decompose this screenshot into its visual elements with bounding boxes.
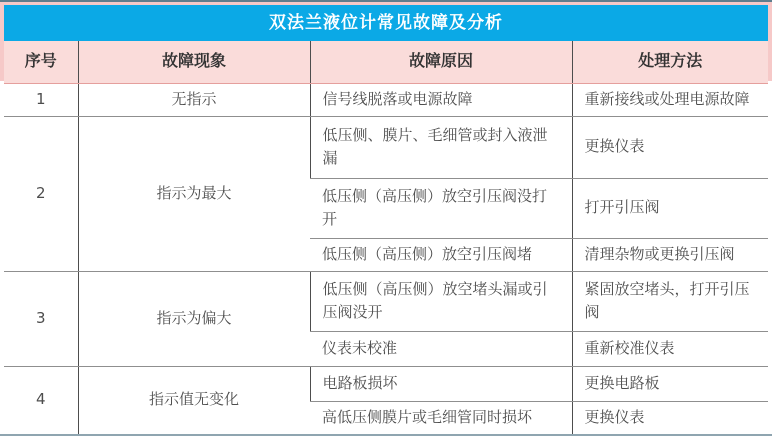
- row-cause: 低压侧、膜片、毛细管或封入液泄漏: [310, 116, 572, 178]
- table-row: [4, 116, 768, 178]
- row-cause: 低压侧（高压侧）放空引压阀没打开: [310, 178, 572, 238]
- col-header-no: 序号: [4, 41, 78, 83]
- col-header-phenomenon: 故障现象: [78, 41, 310, 83]
- row-no: 4: [4, 366, 78, 434]
- row-cause: 信号线脱落或电源故障: [310, 83, 572, 116]
- row-cause: 电路板损坏: [310, 366, 572, 401]
- row-solution: 更换电路板: [572, 366, 768, 401]
- row-no: 2: [4, 116, 78, 271]
- col-header-cause: 故障原因: [310, 41, 572, 83]
- row-cause: 仪表未校准: [310, 331, 572, 366]
- col-header-solution: 处理方法: [572, 41, 768, 83]
- row-cause: 低压侧（高压侧）放空堵头漏或引压阀没开: [310, 271, 572, 331]
- row-phenomenon: 无指示: [78, 83, 310, 116]
- row-phenomenon: 指示为最大: [78, 116, 310, 271]
- fault-table: [4, 41, 768, 435]
- row-solution: 清理杂物或更换引压阀: [572, 238, 768, 271]
- row-phenomenon: 指示值无变化: [78, 366, 310, 434]
- row-solution: 重新接线或处理电源故障: [572, 83, 768, 116]
- header-row: [4, 41, 768, 83]
- table-row: [4, 271, 768, 331]
- row-solution: 更换仪表: [572, 401, 768, 434]
- pink-frame: [0, 2, 772, 435]
- row-solution: 紧固放空堵头，打开引压阀: [572, 271, 768, 331]
- row-cause: 高低压侧膜片或毛细管同时损坏: [310, 401, 572, 434]
- table-row: [4, 83, 768, 116]
- row-no: 1: [4, 83, 78, 116]
- row-solution: 打开引压阀: [572, 178, 768, 238]
- row-no: 3: [4, 271, 78, 366]
- row-solution: 重新校准仪表: [572, 331, 768, 366]
- row-solution: 更换仪表: [572, 116, 768, 178]
- row-phenomenon: 指示为偏大: [78, 271, 310, 366]
- row-cause: 低压侧（高压侧）放空引压阀堵: [310, 238, 572, 271]
- table-row: [4, 366, 768, 401]
- table-title: 双法兰液位计常见故障及分析: [4, 5, 768, 41]
